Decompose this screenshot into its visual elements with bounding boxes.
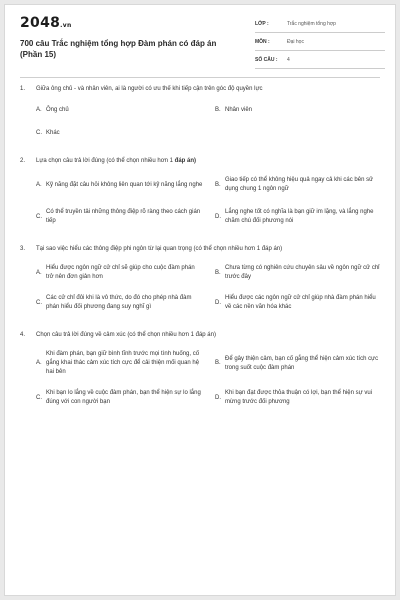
option-a[interactable]: [36, 350, 203, 377]
question-number: 1.: [20, 86, 26, 92]
question-text: [20, 331, 382, 340]
option-letter: D.: [215, 394, 221, 401]
option-b[interactable]: [215, 264, 382, 282]
option-grid: [36, 350, 382, 407]
meta-value: Đại học: [287, 38, 304, 45]
option-text: Hiểu được các ngôn ngữ cử chỉ giúp nhà đàm phán hiểu về các nền văn hóa khác: [225, 295, 376, 310]
question-stem: Giữa ông chủ - và nhân viên, ai là người có ưu thế khi tiếp cận trên góc độ quyền lực: [36, 86, 263, 92]
meta-value: 4: [287, 56, 290, 63]
option-text: Giao tiếp có thể không hiệu quả ngay cả khi các bên sử dụng chung 1 ngôn ngữ: [225, 177, 374, 192]
option-text: Ông chủ: [46, 107, 69, 113]
meta-info: [255, 15, 385, 69]
option-letter: D.: [215, 299, 221, 306]
option-text: Khi đàm phán, bạn giữ bình tĩnh trước mọi tình huống, cố gắng khai thác cảm xúc tích cực để cải thiện mối quan hệ hai bên: [46, 351, 200, 375]
option-letter: C.: [36, 213, 42, 220]
option-text: Chưa từng có nghiên cứu chuyên sâu về ngôn ngữ cử chỉ trước đây: [225, 265, 380, 280]
option-letter: B.: [215, 269, 221, 276]
header-divider: [20, 77, 380, 78]
option-c[interactable]: [36, 294, 203, 312]
question-list: [20, 85, 382, 407]
question-number: 2.: [20, 158, 26, 164]
option-b[interactable]: [215, 106, 382, 115]
option-letter: A.: [36, 181, 42, 188]
page-title: 700 câu Trắc nghiệm tổng hợp Đàm phán có đáp án (Phần 15): [20, 39, 217, 59]
option-letter: A.: [36, 107, 42, 113]
question-number: 4.: [20, 332, 26, 338]
option-text: Nhân viên: [225, 107, 253, 113]
option-text: Khi bạn đạt được thỏa thuận có lợi, bạn thể hiện sự vui mừng trước đối phương: [225, 390, 372, 405]
option-letter: B.: [215, 360, 221, 366]
meta-label: SỐ CÂU :: [255, 56, 278, 63]
logo-suffix: .vn: [60, 22, 72, 29]
option-grid: [36, 106, 382, 138]
meta-row-count: [255, 51, 385, 69]
logo-main: 2048: [20, 15, 61, 31]
option-letter: B.: [215, 107, 221, 113]
option-text: Lắng nghe tốt có nghĩa là bạn giữ im lặng, và lắng nghe chăm chú đối phương nói: [225, 209, 374, 224]
option-c[interactable]: [36, 208, 203, 226]
option-text: Khi bạn lo lắng về cuộc đàm phán, bạn thể hiện sự lo lắng đúng với con người bạn: [46, 390, 201, 405]
option-a[interactable]: [36, 106, 203, 115]
meta-label: LỚP :: [255, 20, 269, 27]
question-stem: Tại sao việc hiểu các thông điệp phi ngôn từ lại quan trọng (có thể chọn nhiều hơn 1 đáp án): [36, 246, 283, 252]
meta-label: MÔN :: [255, 38, 270, 45]
option-d[interactable]: [215, 208, 382, 226]
option-b[interactable]: [215, 350, 382, 377]
option-c[interactable]: [36, 389, 203, 407]
document-header: [5, 5, 395, 75]
option-letter: C.: [36, 130, 42, 136]
question-stem: Chọn câu trả lời đúng về cảm xúc (có thể chọn nhiều hơn 1 đáp án): [36, 332, 216, 338]
option-text: Có thể truyền tải những thông điệp rõ ràng theo cách gián tiếp: [46, 209, 201, 224]
option-letter: C.: [36, 394, 42, 401]
question-stem-text: Lựa chọn câu trả lời đúng (có thể chọn nhiều hơn 1: [36, 158, 175, 164]
meta-value: Trắc nghiệm tổng hợp: [287, 20, 336, 27]
option-letter: B.: [215, 181, 221, 188]
question-text: [20, 85, 382, 94]
option-text: Hiểu được ngôn ngữ cử chỉ sẽ giúp cho cuộc đàm phán trở nên đơn giản hơn: [46, 265, 195, 280]
option-d[interactable]: [215, 389, 382, 407]
question-2: [20, 157, 382, 226]
question-1: [20, 85, 382, 138]
option-c[interactable]: [36, 129, 203, 138]
site-logo[interactable]: [20, 15, 72, 31]
option-letter: A.: [36, 269, 42, 276]
question-text: [20, 157, 382, 166]
option-grid: [36, 176, 382, 226]
option-grid: [36, 264, 382, 312]
option-a[interactable]: [36, 264, 203, 282]
question-4: [20, 331, 382, 407]
option-b[interactable]: [215, 176, 382, 194]
option-letter: A.: [36, 360, 42, 366]
option-text: Kỹ năng đặt câu hỏi không liên quan tới kỹ năng lắng nghe: [46, 181, 203, 188]
option-letter: C.: [36, 299, 42, 306]
question-3: [20, 245, 382, 312]
option-a[interactable]: [36, 176, 203, 194]
question-text: [20, 245, 382, 254]
meta-row-class: [255, 15, 385, 33]
option-text: Khác: [46, 130, 60, 136]
document-page: [4, 4, 396, 596]
question-stem: [36, 157, 196, 166]
question-number: 3.: [20, 246, 26, 252]
option-text: Các cử chỉ đôi khi là vô thức, do đó cho phép nhà đàm phán hiểu đối phương đang suy nghĩ gì: [46, 295, 192, 310]
option-d[interactable]: [215, 294, 382, 312]
option-text: Để gây thiện cảm, bạn cố gắng thể hiện cảm xúc tích cực trong suốt cuộc đàm phán: [225, 355, 379, 371]
question-stem-bold: đáp án): [174, 158, 196, 164]
meta-row-subject: [255, 33, 385, 51]
option-letter: D.: [215, 213, 221, 220]
